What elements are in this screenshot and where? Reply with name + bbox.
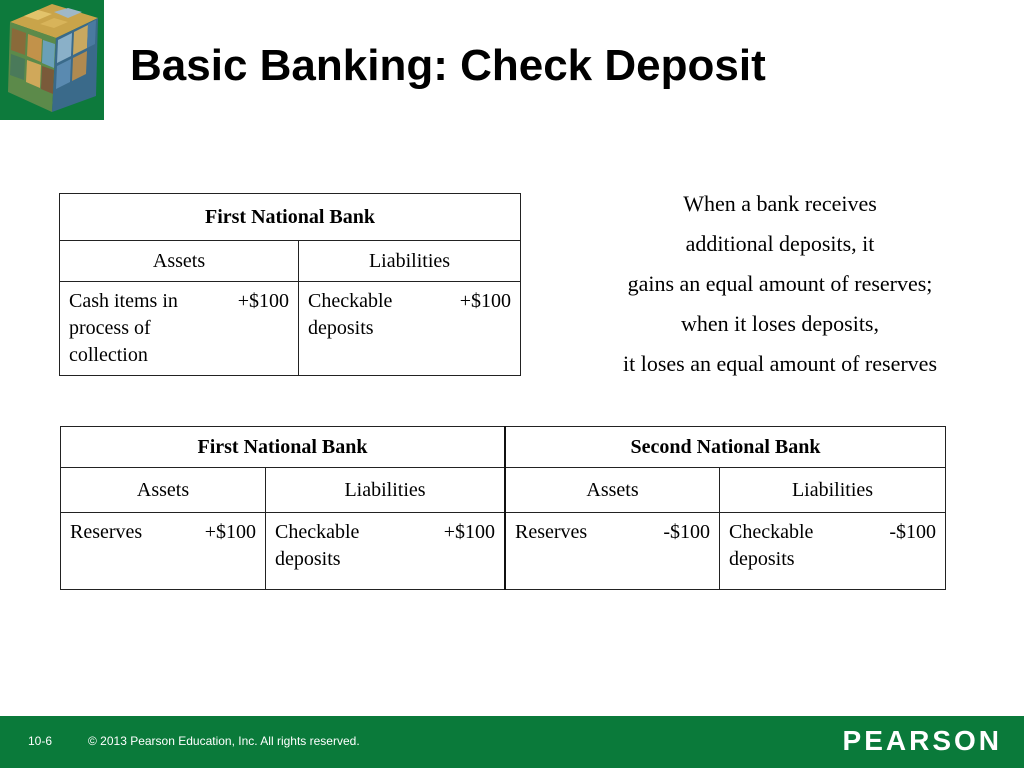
liabilities-header: Liabilities	[299, 241, 521, 282]
entry-label: Reserves	[515, 521, 588, 543]
slide-number: 10-6	[28, 734, 53, 748]
note-line: additional deposits, it	[685, 231, 875, 256]
note-line: it loses an equal amount of reserves	[622, 351, 937, 376]
assets-header: Assets	[60, 241, 299, 282]
entry-label-cont: collection	[69, 344, 148, 366]
entry-label: Checkable	[275, 521, 360, 543]
entry-amount: +$100	[459, 290, 511, 312]
page-title: Basic Banking: Check Deposit	[130, 41, 766, 90]
bank-name-second: Second National Bank	[505, 427, 946, 468]
pearson-logo: PEARSON	[842, 725, 1002, 756]
assets-entry	[60, 282, 299, 376]
entry-amount: +$100	[443, 521, 495, 543]
entry-label-cont: deposits	[729, 548, 795, 570]
entry-label: Checkable	[729, 521, 814, 543]
t-account-table-first	[59, 193, 521, 376]
entry-label-cont: deposits	[275, 548, 341, 570]
liabilities-header: Liabilities	[720, 468, 946, 513]
bank-name: First National Bank	[60, 194, 521, 241]
note-line: when it loses deposits,	[681, 311, 879, 336]
entry-label: Cash items in	[69, 290, 178, 312]
liabilities-header: Liabilities	[266, 468, 506, 513]
second-liabilities-entry	[720, 513, 946, 590]
footer-bar	[0, 716, 1024, 768]
note-line: When a bank receives	[683, 191, 877, 216]
second-assets-entry	[505, 513, 720, 590]
bank-name-first: First National Bank	[61, 427, 506, 468]
entry-label: Checkable	[308, 290, 393, 312]
entry-amount: +$100	[204, 521, 256, 543]
cube-logo-icon	[0, 0, 104, 120]
entry-label-cont: process of	[69, 317, 151, 339]
copyright-text: © 2013 Pearson Education, Inc. All rights reserved.	[88, 734, 360, 748]
first-assets-entry	[61, 513, 266, 590]
entry-label-cont: deposits	[308, 317, 374, 339]
t-account-table-two-banks	[60, 426, 946, 590]
entry-amount: -$100	[663, 521, 710, 543]
liabilities-entry	[299, 282, 521, 376]
first-liabilities-entry	[266, 513, 506, 590]
entry-amount: -$100	[889, 521, 936, 543]
explanation-text	[580, 184, 980, 384]
assets-header: Assets	[505, 468, 720, 513]
entry-amount: +$100	[237, 290, 289, 312]
note-line: gains an equal amount of reserves;	[627, 271, 933, 296]
assets-header: Assets	[61, 468, 266, 513]
entry-label: Reserves	[70, 521, 143, 543]
